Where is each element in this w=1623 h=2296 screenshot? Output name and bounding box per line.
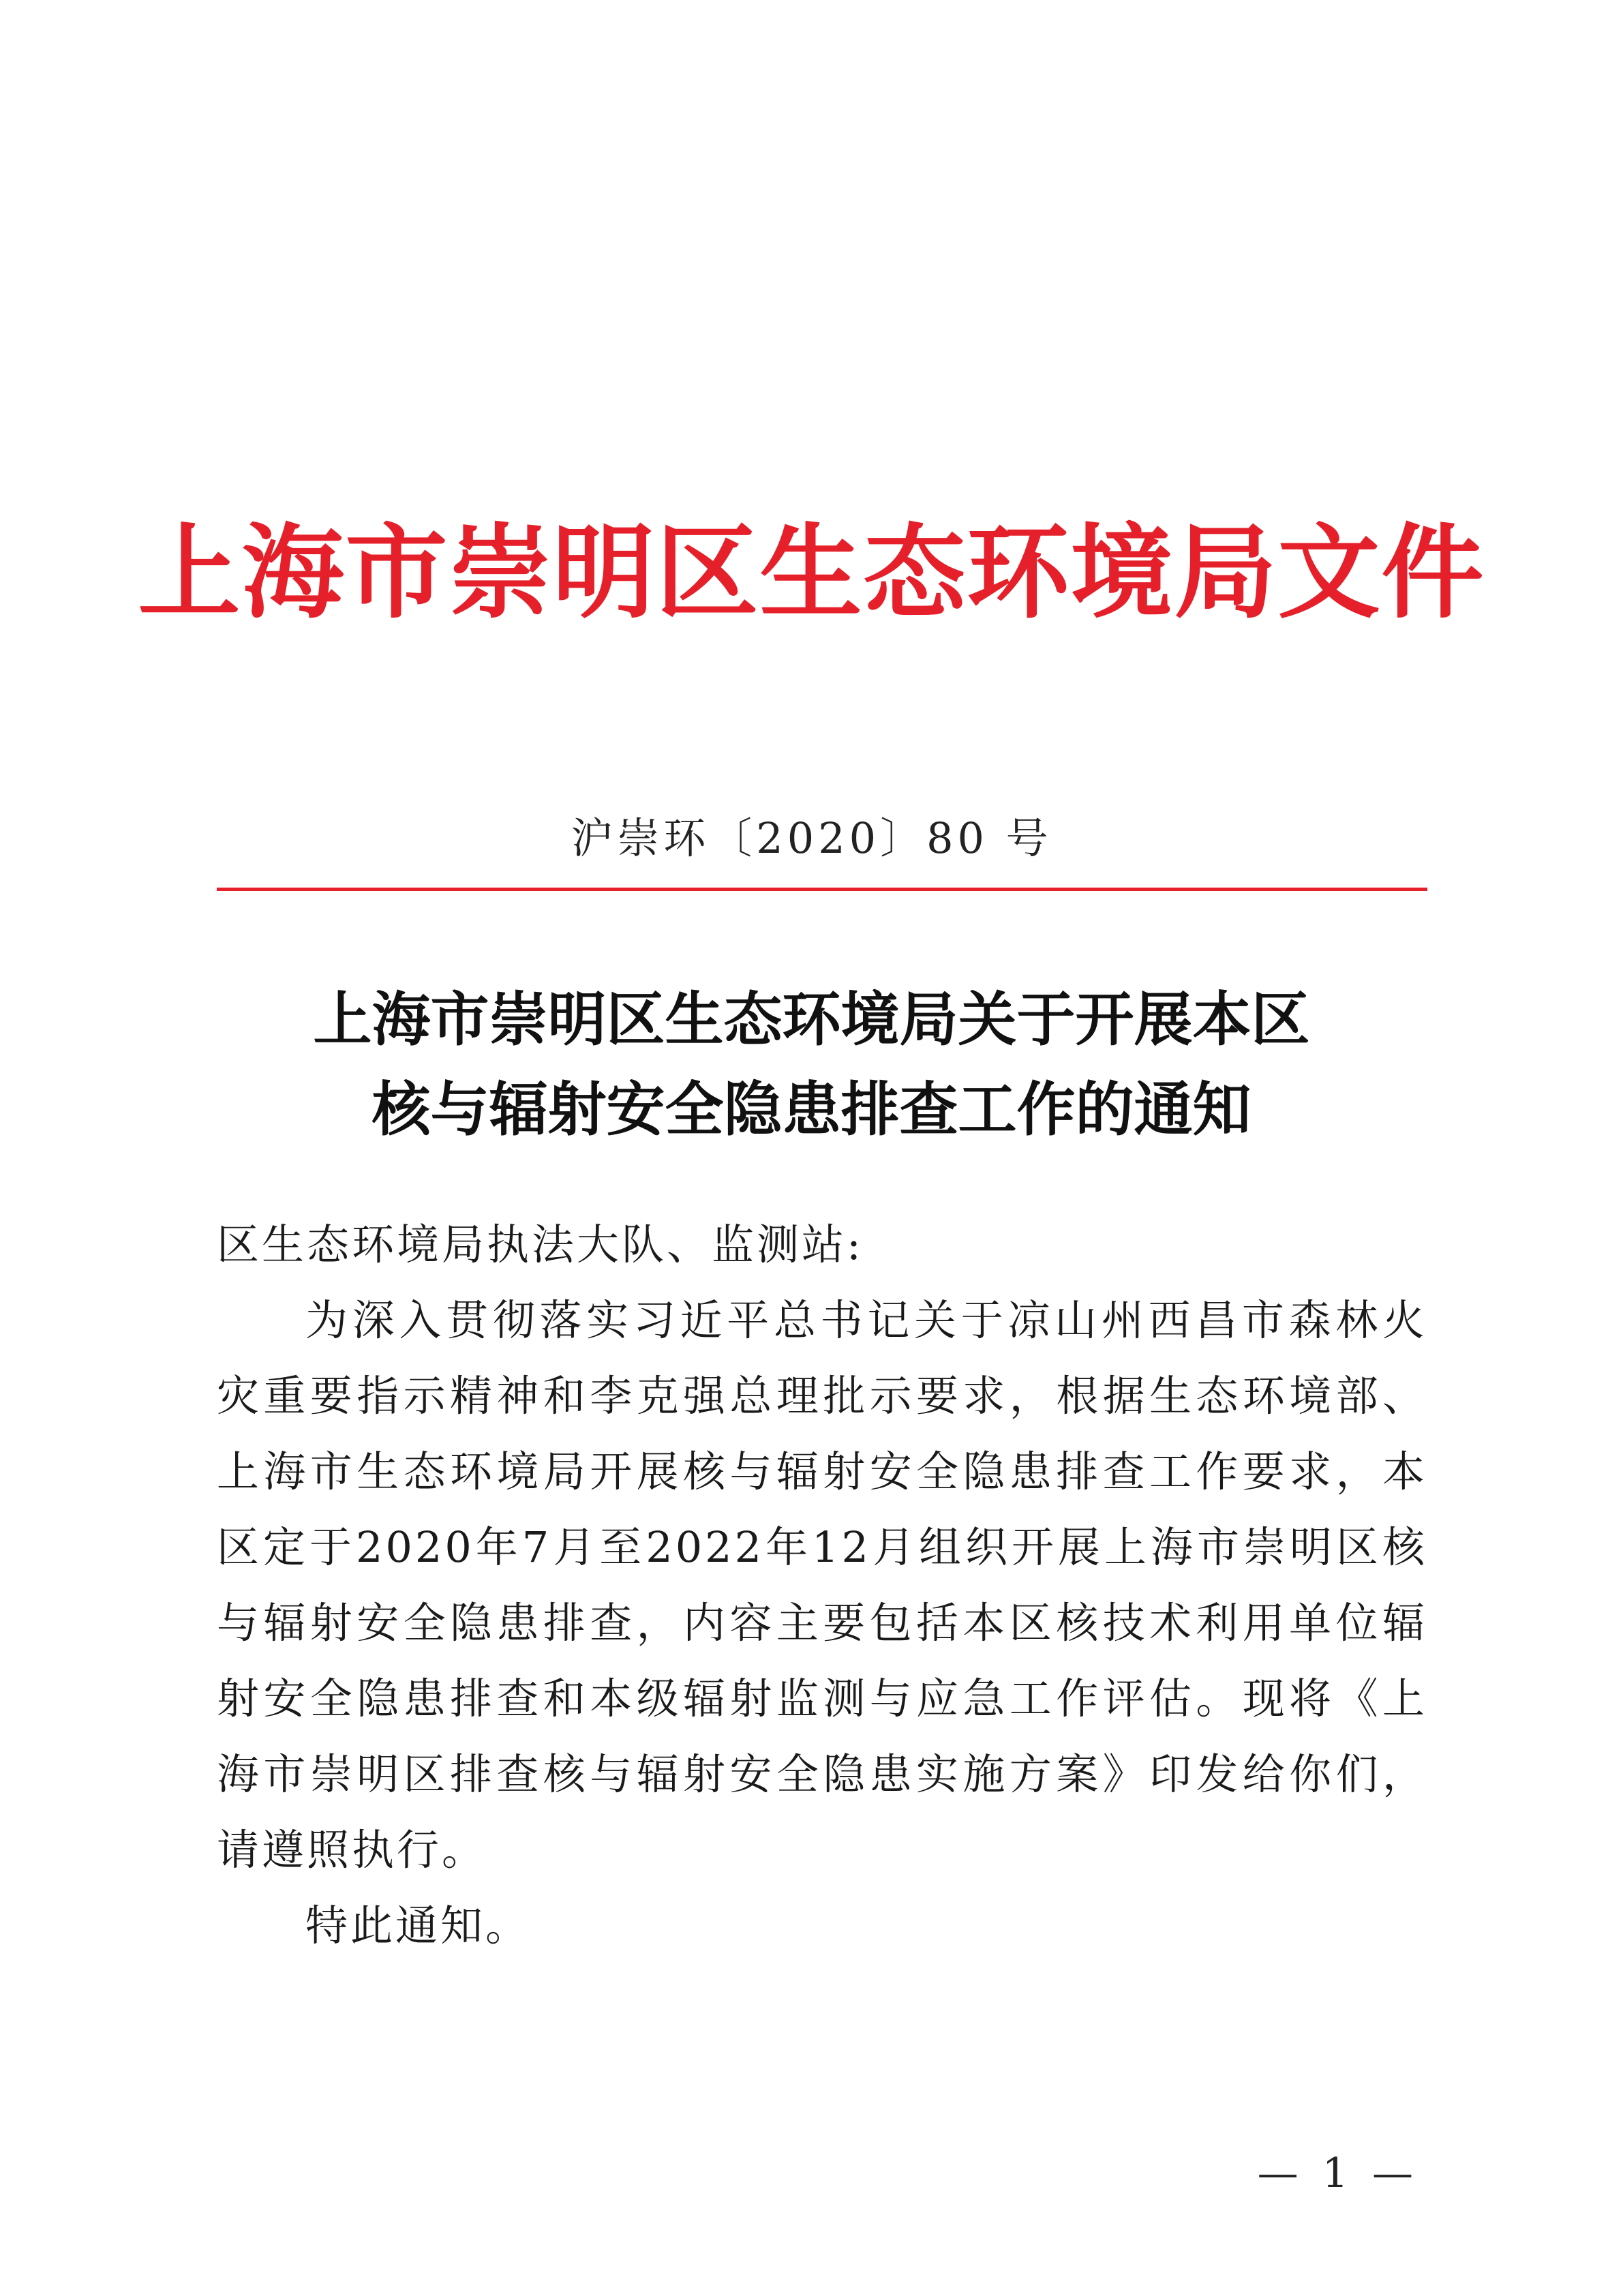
addressee: 区生态环境局执法大队、监测站: (217, 1220, 864, 1269)
document-title (0, 975, 1623, 1155)
masthead-title: 上海市崇明区生态环境局文件 (138, 513, 1485, 633)
body-paragraph: 为深入贯彻落实习近平总书记关于凉山州西昌市森林火灾重要指示精神和李克强总理批示要求，根据生态环境部、上海市生态环境局开展核与辐射安全隐患排查工作要求，本区定于2020年7月至2022年12月组织开展上海市崇明区核与辐射安全隐患排查，内容主要包括本区核技术利用单位辐射安全隐患排查和本级辐射监测与应急工作评估。现将《上海市崇明区排查核与辐射安全隐患实施方案》印发给你们，请遵照执行。 (217, 1295, 1427, 1875)
closing-line: 特此通知。 (305, 1901, 531, 1950)
page-number: — 1 — (1257, 2149, 1419, 2197)
document-title-line-2: 核与辐射安全隐患排查工作的通知 (371, 1075, 1252, 1144)
document-body (217, 1207, 1427, 1963)
red-separator-line (217, 888, 1427, 891)
document-number: 沪崇环〔2020〕80 号 (571, 813, 1052, 863)
document-title-line-1: 上海市崇明区生态环境局关于开展本区 (313, 985, 1310, 1054)
